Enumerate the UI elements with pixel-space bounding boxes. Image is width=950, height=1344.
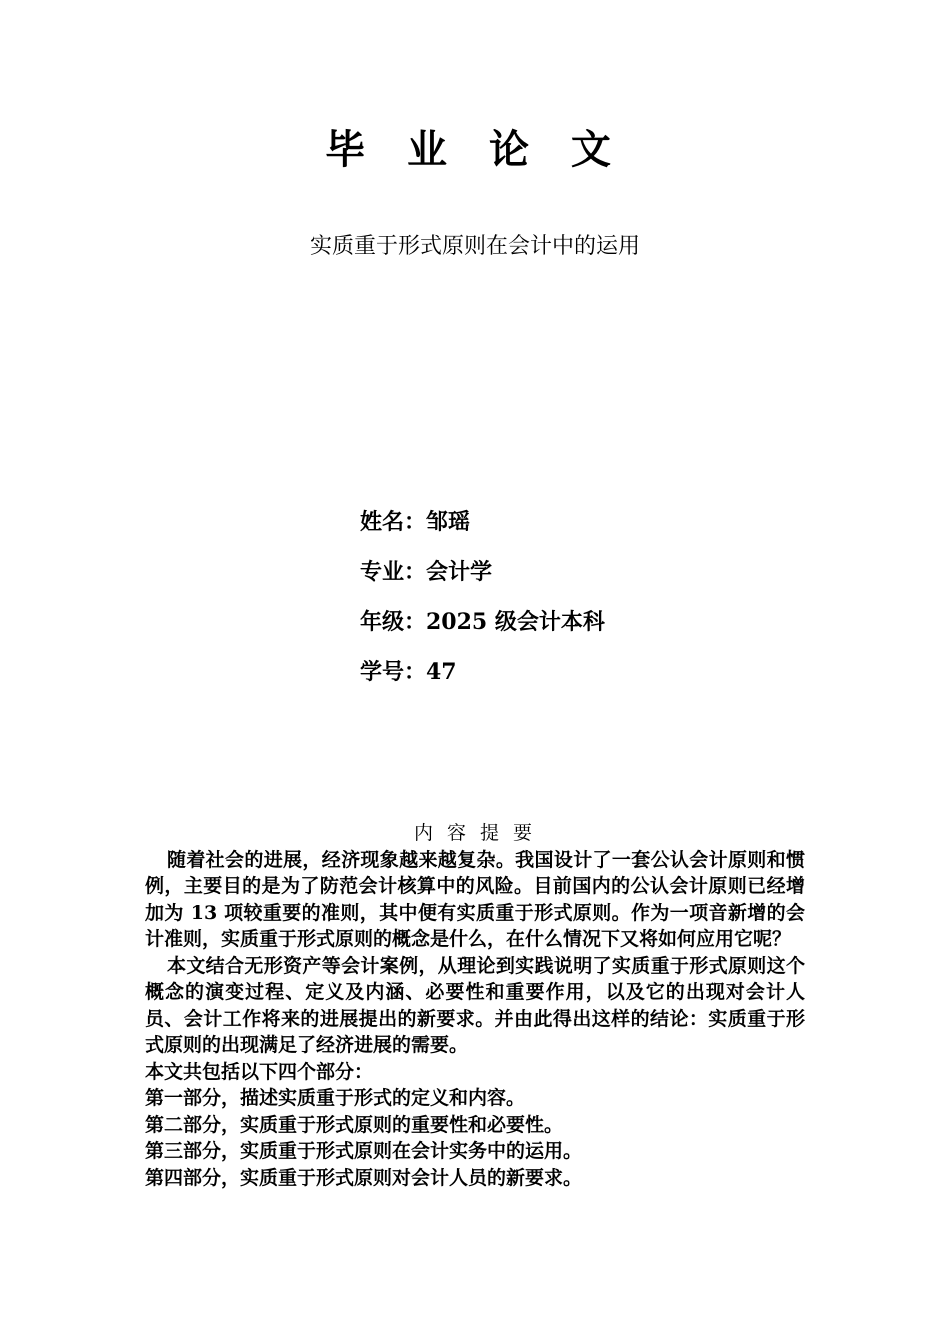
student-info	[360, 504, 780, 704]
abstract-paragraph-1: 随着社会的进展，经济现象越来越复杂。我国设计了一套公认会计原则和惯例，主要目的是为了防范会计核算中的风险。目前国内的公认会计原则已经增加为 13 项较重要的准则，其中便有实质重于形式原则。作为一项音新增的会计准则，实质重于形式原则的概念是什么，在什么情况下又将如何应用它呢？	[145, 848, 805, 950]
abstract-part-2: 第二部分，实质重于形式原则的重要性和必要性。	[145, 1113, 564, 1136]
abstract-section	[145, 820, 805, 1191]
abstract-part-1: 第一部分，描述实质重于形式的定义和内容。	[145, 1087, 526, 1109]
student-name: 姓名：邹瑶	[360, 509, 471, 535]
abstract-part-3: 第三部分，实质重于形式原则在会计实务中的运用。	[145, 1140, 583, 1162]
thesis-subtitle: 实质重于形式原则在会计中的运用	[309, 234, 640, 259]
abstract-paragraph-2: 本文结合无形资产等会计案例，从理论到实践说明了实质重于形式原则这个概念的演变过程、定义及内涵、必要性和重要作用，以及它的出现对会计人员、会计工作将来的进展提出的新要求。并由此得出这样的结论：实质重于形式原则的出现满足了经济进展的需要。	[145, 954, 805, 1056]
student-id: 学号：47	[360, 659, 457, 685]
thesis-title: 毕 业 论 文	[325, 126, 625, 173]
abstract-intro: 本文共包括以下四个部分：	[145, 1060, 374, 1083]
student-major: 专业：会计学	[360, 559, 493, 585]
abstract-heading: 内 容 提 要	[413, 822, 537, 844]
student-grade: 年级：2025 级会计本科	[360, 609, 605, 635]
abstract-part-4: 第四部分，实质重于形式原则对会计人员的新要求。	[145, 1166, 583, 1189]
